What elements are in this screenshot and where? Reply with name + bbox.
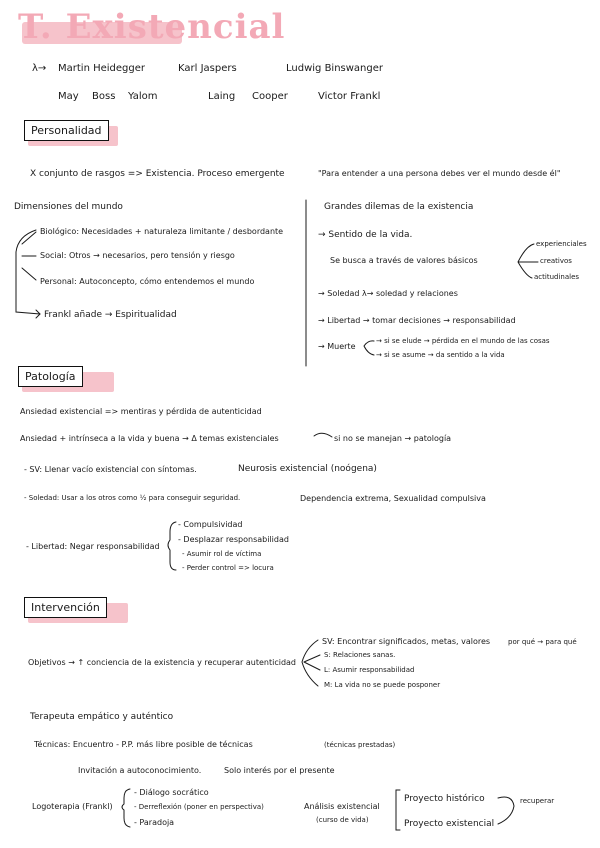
objetivo-sv: SV: Encontrar significados, metas, valores [322, 637, 491, 646]
intervencion-objetivos: Objetivos → ↑ conciencia de la existencia y recuperar autenticidad [28, 658, 297, 667]
dimensiones-brace [16, 230, 40, 314]
author-jaspers: Karl Jaspers [178, 63, 237, 74]
logo-brace [122, 789, 130, 827]
dilemas-title: Grandes dilemas de la existencia [324, 202, 474, 212]
authors-marker: λ→ [32, 63, 47, 74]
arrow-biologico [22, 232, 36, 244]
patologia-line1: Ansiedad existencial => mentiras y pérdida de autenticidad [20, 407, 262, 416]
author-cooper: Cooper [252, 91, 288, 102]
valor-creativos: creativos [540, 257, 572, 265]
section-personalidad: Personalidad [24, 120, 109, 141]
author-yalom: Yalom [128, 91, 158, 102]
objetivos-note: por qué → para qué [508, 638, 577, 646]
author-frankl: Victor Frankl [318, 91, 381, 102]
intervencion-tecnicas: Técnicas: Encuentro - P.P. más libre posible de técnicas [34, 740, 253, 749]
author-binswanger: Ludwig Binswanger [286, 63, 384, 74]
valores-fork [518, 244, 538, 278]
patologia-line3a: - SV: Llenar vacío existencial con síntomas. [24, 465, 197, 474]
patologia-line4a: - Soledad: Usar a los otros como ½ para conseguir seguridad. [24, 494, 241, 502]
muerte-asume: → si se asume → da sentido a la vida [376, 351, 505, 359]
proyectos-note: recuperar [520, 797, 555, 805]
libertad-brace [168, 522, 176, 570]
objetivo-m: M: La vida no se puede posponer [324, 681, 441, 689]
ansiedad-arrow [314, 433, 332, 437]
objetivos-arrows [304, 655, 320, 670]
tecnicas-note: (técnicas prestadas) [324, 741, 396, 749]
proyectos-bracket [396, 790, 400, 830]
libertad-item-3: - Asumir rol de víctima [182, 550, 262, 558]
intervencion-invitacion: Invitación a autoconocimiento. [78, 766, 202, 775]
logoterapia-label: Logoterapia (Frankl) [32, 802, 113, 811]
objetivos-brace [302, 640, 318, 686]
patologia-line3b: Neurosis existencial (noógena) [238, 464, 377, 474]
patologia-line2a: Ansiedad + intrínseca a la vida y buena → Δ temas existenciales [20, 434, 279, 443]
patologia-line4b: Dependencia extrema, Sexualidad compulsiva [300, 494, 486, 503]
section-patologia: Patología [18, 366, 83, 387]
valor-experienciales: experienciales [536, 240, 587, 248]
proyecto-historico: Proyecto histórico [404, 794, 485, 804]
muerte-elude: → si se elude → pérdida en el mundo de las cosas [376, 337, 550, 345]
libertad-item-4: - Perder control => locura [182, 564, 274, 572]
muerte-fork [364, 341, 374, 355]
valor-actitudinales: actitudinales [534, 273, 580, 281]
author-boss: Boss [92, 91, 116, 102]
personalidad-cita: "Para entender a una persona debes ver el mundo desde él" [318, 169, 561, 178]
section-intervencion: Intervención [24, 597, 107, 618]
analisis-label: Análisis existencial [304, 802, 380, 811]
dilema-soledad: → Soledad λ→ soledad y relaciones [318, 289, 458, 298]
dimension-social: Social: Otros → necesarios, pero tensión y riesgo [40, 251, 235, 260]
dimension-biologico: Biológico: Necesidades + naturaleza limitante / desbordante [40, 227, 284, 236]
objetivo-s: S: Relaciones sanas. [324, 651, 396, 659]
dimensiones-title: Dimensiones del mundo [14, 202, 123, 212]
libertad-item-2: - Desplazar responsabilidad [178, 535, 289, 544]
intervencion-terapeuta: Terapeuta empático y auténtico [30, 712, 174, 722]
intervencion-interes: Solo interés por el presente [224, 766, 335, 775]
personalidad-definicion: X conjunto de rasgos => Existencia. Proceso emergente [30, 169, 285, 179]
objetivo-l: L: Asumir responsabilidad [324, 666, 415, 674]
logo-item-2: - Derreflexión (poner en perspectiva) [134, 803, 264, 811]
author-heidegger: Martin Heidegger [58, 63, 145, 74]
dilema-muerte: → Muerte [318, 342, 356, 351]
arrow-personal [22, 268, 36, 280]
proyecto-existencial: Proyecto existencial [404, 819, 495, 829]
patologia-libertad: - Libertad: Negar responsabilidad [26, 542, 160, 551]
sentido-desc: Se busca a través de valores básicos [330, 256, 478, 265]
dilema-libertad: → Libertad → tomar decisiones → responsabilidad [318, 316, 516, 325]
dimension-personal: Personal: Autoconcepto, cómo entendemos el mundo [40, 277, 255, 286]
dimension-frankl: Frankl añade → Espiritualidad [44, 310, 177, 320]
proyectos-recuperar-arrow [498, 797, 514, 824]
libertad-item-1: - Compulsividad [178, 520, 243, 529]
dilema-sentido: → Sentido de la vida. [318, 230, 413, 240]
logo-item-1: - Diálogo socrático [134, 788, 209, 797]
patologia-line2b: si no se manejan → patología [334, 434, 452, 443]
author-laing: Laing [208, 91, 236, 102]
logo-item-3: - Paradoja [134, 818, 175, 827]
analisis-sub: (curso de vida) [316, 816, 369, 824]
author-may: May [58, 91, 79, 102]
page-title: T. Existencial [18, 7, 286, 47]
